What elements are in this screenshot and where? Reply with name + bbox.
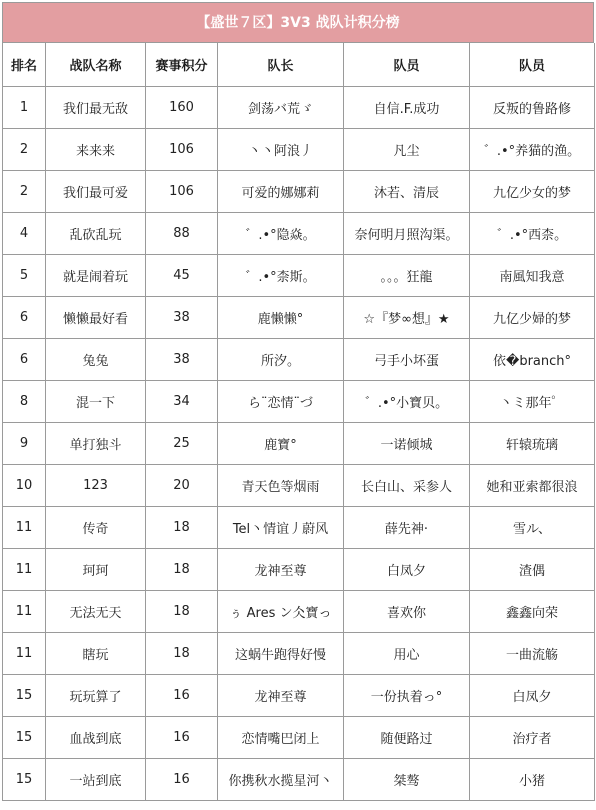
rank-cell: 11 — [3, 507, 46, 549]
captain-cell: 鹿懒懒° — [218, 297, 344, 339]
header-points: 赛事积分 — [146, 43, 218, 87]
points-cell: 16 — [146, 675, 218, 717]
captain-cell: 可爱的娜娜莉 — [218, 171, 344, 213]
rank-cell: 11 — [3, 591, 46, 633]
header-member-1: 队员 — [344, 43, 470, 87]
points-cell: 45 — [146, 255, 218, 297]
member-1-cell: 桀骜 — [344, 759, 470, 801]
rank-cell: 8 — [3, 381, 46, 423]
rank-cell: 2 — [3, 129, 46, 171]
team-name-cell: 传奇 — [46, 507, 146, 549]
captain-cell: ゛.•°柰斯。 — [218, 255, 344, 297]
points-cell: 18 — [146, 549, 218, 591]
rank-cell: 6 — [3, 339, 46, 381]
member-1-cell: 奈何明月照沟渠。 — [344, 213, 470, 255]
table-row — [3, 759, 595, 801]
team-name-cell: 懒懒最好看 — [46, 297, 146, 339]
member-2-cell: 渣偶 — [470, 549, 595, 591]
member-2-cell: 南風知我意 — [470, 255, 595, 297]
points-cell: 38 — [146, 339, 218, 381]
points-cell: 18 — [146, 633, 218, 675]
header-team-name: 战队名称 — [46, 43, 146, 87]
table-row — [3, 171, 595, 213]
member-1-cell: ゛.•°小寶贝。 — [344, 381, 470, 423]
team-name-cell: 无法无天 — [46, 591, 146, 633]
table-row — [3, 255, 595, 297]
member-1-cell: 用心 — [344, 633, 470, 675]
points-cell: 106 — [146, 129, 218, 171]
captain-cell: 这蜗牛跑得好慢 — [218, 633, 344, 675]
header-row — [3, 43, 595, 87]
rank-cell: 15 — [3, 759, 46, 801]
captain-cell: 所汐。 — [218, 339, 344, 381]
team-name-cell: 混一下 — [46, 381, 146, 423]
rank-cell: 11 — [3, 633, 46, 675]
table-row — [3, 591, 595, 633]
points-cell: 38 — [146, 297, 218, 339]
team-name-cell: 123 — [46, 465, 146, 507]
table-row — [3, 339, 595, 381]
member-1-cell: 薛先神· — [344, 507, 470, 549]
header-rank: 排名 — [3, 43, 46, 87]
leaderboard-body — [3, 87, 595, 801]
captain-cell: 青天色等烟雨 — [218, 465, 344, 507]
member-2-cell: 一曲流觞 — [470, 633, 595, 675]
points-cell: 88 — [146, 213, 218, 255]
member-1-cell: 随便路过 — [344, 717, 470, 759]
member-1-cell: ☆『梦∞想』★ — [344, 297, 470, 339]
team-name-cell: 来来来 — [46, 129, 146, 171]
table-row — [3, 423, 595, 465]
points-cell: 16 — [146, 717, 218, 759]
table-row — [3, 213, 595, 255]
member-1-cell: 一诺倾城 — [344, 423, 470, 465]
captain-cell: ぅ Ares ン仌寶っ — [218, 591, 344, 633]
rank-cell: 6 — [3, 297, 46, 339]
header-member-2: 队员 — [470, 43, 595, 87]
team-name-cell: 乱砍乱玩 — [46, 213, 146, 255]
member-1-cell: 自信.F.成功 — [344, 87, 470, 129]
member-2-cell: 九亿少婦的梦 — [470, 297, 595, 339]
captain-cell: 剑荡バ荒ゞ — [218, 87, 344, 129]
table-row — [3, 297, 595, 339]
rank-cell: 4 — [3, 213, 46, 255]
team-name-cell: 我们最无敌 — [46, 87, 146, 129]
member-2-cell: 依�branch° — [470, 339, 595, 381]
rank-cell: 15 — [3, 717, 46, 759]
rank-cell: 11 — [3, 549, 46, 591]
team-name-cell: 单打独斗 — [46, 423, 146, 465]
captain-cell: ら¨恋情¨づ — [218, 381, 344, 423]
member-2-cell: 九亿少女的梦 — [470, 171, 595, 213]
leaderboard-table — [2, 43, 595, 801]
member-1-cell: 白凤夕 — [344, 549, 470, 591]
member-1-cell: 弓手小坏蛋 — [344, 339, 470, 381]
member-1-cell: 喜欢你 — [344, 591, 470, 633]
table-row — [3, 87, 595, 129]
member-1-cell: 长白山、采参人 — [344, 465, 470, 507]
table-row — [3, 549, 595, 591]
team-name-cell: 一站到底 — [46, 759, 146, 801]
captain-cell: ゛.•°隐焱。 — [218, 213, 344, 255]
rank-cell: 1 — [3, 87, 46, 129]
member-2-cell: ゛.•°西柰。 — [470, 213, 595, 255]
rank-cell: 15 — [3, 675, 46, 717]
member-2-cell: 雪ル、 — [470, 507, 595, 549]
member-2-cell: 轩辕琉璃 — [470, 423, 595, 465]
table-row — [3, 633, 595, 675]
captain-cell: 龙神至尊 — [218, 549, 344, 591]
points-cell: 16 — [146, 759, 218, 801]
team-name-cell: 兔兔 — [46, 339, 146, 381]
header-captain: 队长 — [218, 43, 344, 87]
captain-cell: Tel丶情谊丿蔚风 — [218, 507, 344, 549]
member-2-cell: 鑫鑫向荣 — [470, 591, 595, 633]
captain-cell: 龙神至尊 — [218, 675, 344, 717]
table-row — [3, 507, 595, 549]
member-2-cell: 反叛的鲁路修 — [470, 87, 595, 129]
team-name-cell: 就是闹着玩 — [46, 255, 146, 297]
points-cell: 25 — [146, 423, 218, 465]
rank-cell: 2 — [3, 171, 46, 213]
member-2-cell: ゛.•°养猫的渔。 — [470, 129, 595, 171]
table-row — [3, 129, 595, 171]
table-row — [3, 465, 595, 507]
member-2-cell: 她和亚索都很浪 — [470, 465, 595, 507]
points-cell: 106 — [146, 171, 218, 213]
captain-cell: 恋情嘴巴闭上 — [218, 717, 344, 759]
team-name-cell: 玩玩算了 — [46, 675, 146, 717]
table-row — [3, 717, 595, 759]
points-cell: 18 — [146, 507, 218, 549]
member-1-cell: 沐若、清辰 — [344, 171, 470, 213]
member-1-cell: 凡尘 — [344, 129, 470, 171]
member-1-cell: 。。。狂龍 — [344, 255, 470, 297]
team-name-cell: 瞎玩 — [46, 633, 146, 675]
member-2-cell: 白凤夕 — [470, 675, 595, 717]
team-name-cell: 珂珂 — [46, 549, 146, 591]
rank-cell: 9 — [3, 423, 46, 465]
member-2-cell: 治疗者 — [470, 717, 595, 759]
captain-cell: 你携秋水揽星河丶 — [218, 759, 344, 801]
table-row — [3, 381, 595, 423]
member-1-cell: 一份执着っ° — [344, 675, 470, 717]
rank-cell: 10 — [3, 465, 46, 507]
member-2-cell: 小猪 — [470, 759, 595, 801]
team-name-cell: 我们最可爱 — [46, 171, 146, 213]
rank-cell: 5 — [3, 255, 46, 297]
captain-cell: 鹿寶° — [218, 423, 344, 465]
points-cell: 34 — [146, 381, 218, 423]
leaderboard-sheet — [2, 2, 594, 801]
team-name-cell: 血战到底 — [46, 717, 146, 759]
member-2-cell: 丶ミ那年゜ — [470, 381, 595, 423]
points-cell: 18 — [146, 591, 218, 633]
captain-cell: 丶丶阿浪丿 — [218, 129, 344, 171]
leaderboard-title: 【盛世７区】3V3 战队计积分榜 — [2, 2, 594, 43]
points-cell: 160 — [146, 87, 218, 129]
table-row — [3, 675, 595, 717]
points-cell: 20 — [146, 465, 218, 507]
